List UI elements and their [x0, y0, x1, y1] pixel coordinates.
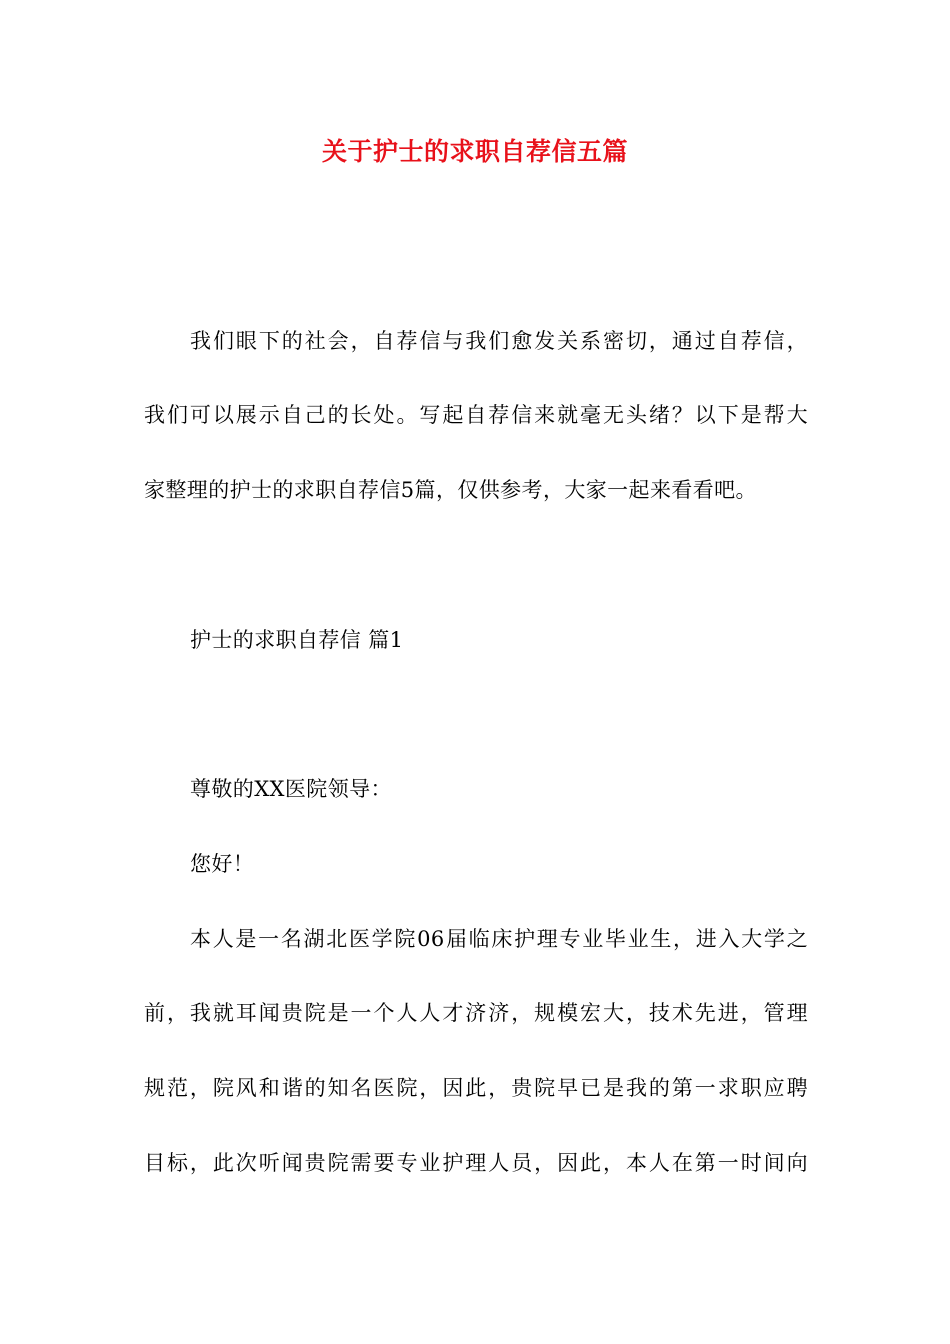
body-line-1: 本人是一名湖北医学院06届临床护理专业毕业生，进入大学之 — [190, 927, 808, 951]
intro-line-2: 我们可以展示自己的长处。写起自荐信来就毫无头绪？以下是帮大 — [144, 403, 808, 427]
body-line-4: 目标，此次听闻贵院需要专业护理人员，因此，本人在第一时间向 — [144, 1151, 808, 1175]
intro-line-1: 我们眼下的社会，自荐信与我们愈发关系密切，通过自荐信， — [190, 329, 808, 353]
salutation: 尊敬的XX医院领导： — [190, 777, 392, 801]
intro-line-3: 家整理的护士的求职自荐信5篇，仅供参考，大家一起来看看吧。 — [144, 478, 757, 502]
body-line-2: 前，我就耳闻贵院是一个人人才济济，规模宏大，技术先进，管理 — [144, 1001, 808, 1025]
document-title: 关于护士的求职自荐信五篇 — [321, 137, 628, 166]
section-heading: 护士的求职自荐信 篇1 — [190, 628, 404, 652]
body-line-3: 规范，院风和谐的知名医院，因此，贵院早已是我的第一求职应聘 — [144, 1076, 808, 1100]
greeting: 您好！ — [190, 852, 255, 876]
